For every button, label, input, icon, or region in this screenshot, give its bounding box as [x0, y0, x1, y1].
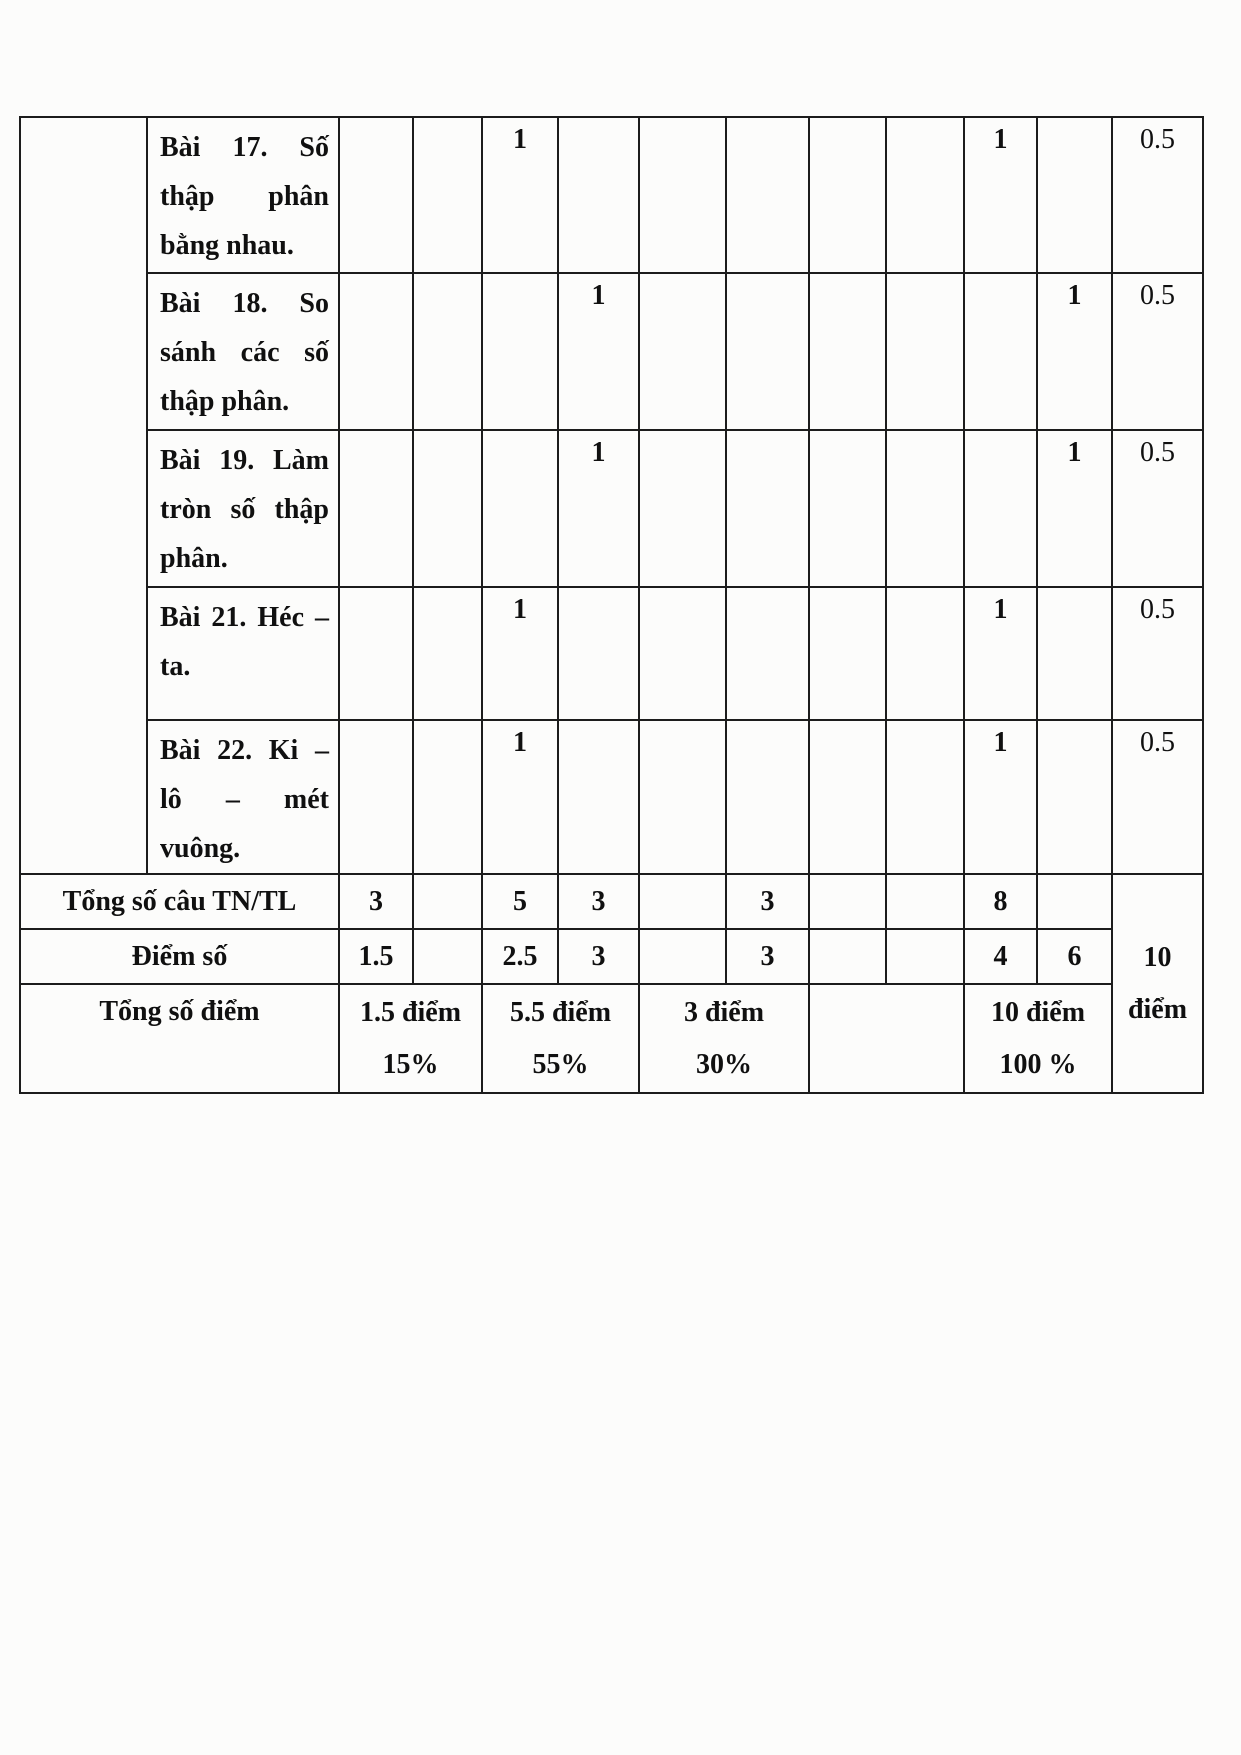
points-cell: 0.5 — [1112, 273, 1203, 430]
points-cell: 0.5 — [1112, 587, 1203, 720]
text-line: Bài 18. So — [160, 288, 329, 319]
count-cell: 1 — [482, 117, 558, 273]
empty-cell — [726, 117, 809, 273]
empty-cell — [886, 720, 964, 874]
empty-cell — [639, 273, 726, 430]
text-line: 10 — [1143, 941, 1172, 973]
empty-cell — [339, 720, 413, 874]
text-line: 15% — [382, 1048, 439, 1080]
empty-cell — [413, 273, 482, 430]
test-matrix-table — [19, 116, 1204, 1094]
text-line: Bài 17. Số — [160, 132, 329, 163]
score-cell: 2.5 — [482, 929, 558, 984]
empty-cell — [726, 720, 809, 874]
empty-cell — [1037, 587, 1112, 720]
empty-cell — [886, 117, 964, 273]
topic-cell — [20, 117, 147, 874]
empty-cell — [809, 587, 886, 720]
empty-cell — [558, 587, 639, 720]
text-line: vuông. — [160, 833, 241, 864]
empty-cell — [413, 117, 482, 273]
empty-cell — [339, 430, 413, 587]
points-percent-cell — [964, 984, 1112, 1093]
row-bai-21 — [20, 587, 1203, 720]
summary-label-tong-so-cau: Tổng số câu TN/TL — [20, 874, 339, 929]
score-cell: 1.5 — [339, 929, 413, 984]
empty-cell — [964, 430, 1037, 587]
text-line: sánh các số — [160, 337, 329, 368]
empty-cell — [413, 874, 482, 929]
empty-cell — [809, 929, 886, 984]
score-cell: 3 — [726, 929, 809, 984]
text-line: Bài 22. Ki – — [160, 735, 329, 766]
count-cell: 1 — [558, 273, 639, 430]
text-line: 1.5 điểm — [359, 996, 462, 1028]
empty-cell — [558, 720, 639, 874]
lesson-title-bai-17 — [147, 117, 339, 273]
text-line: phân. — [160, 543, 228, 574]
count-cell: 1 — [964, 587, 1037, 720]
empty-cell — [809, 874, 886, 929]
empty-cell — [726, 273, 809, 430]
empty-cell — [639, 117, 726, 273]
text-line: 30% — [696, 1048, 752, 1080]
empty-cell — [482, 273, 558, 430]
empty-cell — [639, 874, 726, 929]
text-line: bằng nhau. — [160, 230, 294, 261]
text-line: thập phân — [160, 181, 329, 212]
score-cell: 4 — [964, 929, 1037, 984]
empty-cell — [413, 430, 482, 587]
empty-cell — [339, 117, 413, 273]
empty-cell — [639, 720, 726, 874]
score-cell: 3 — [558, 929, 639, 984]
summary-label-tong-so-diem: Tổng số điểm — [20, 984, 339, 1093]
empty-cell — [639, 430, 726, 587]
lesson-title-bai-22 — [147, 720, 339, 874]
text-line: thập phân. — [160, 386, 290, 417]
lesson-title-bai-19 — [147, 430, 339, 587]
total-count-cell: 3 — [558, 874, 639, 929]
text-line: lô – mét — [160, 784, 329, 815]
total-count-cell: 3 — [339, 874, 413, 929]
score-cell: 6 — [1037, 929, 1112, 984]
empty-cell — [886, 874, 964, 929]
empty-cell — [809, 273, 886, 430]
points-percent-cell — [639, 984, 809, 1093]
empty-cell — [809, 117, 886, 273]
empty-cell — [558, 117, 639, 273]
text-line: 3 điểm — [683, 996, 765, 1028]
empty-cell — [339, 587, 413, 720]
empty-cell — [413, 587, 482, 720]
empty-cell — [1037, 874, 1112, 929]
empty-cell — [1037, 720, 1112, 874]
row-diem-so — [20, 929, 1203, 984]
points-percent-cell — [482, 984, 639, 1093]
empty-cell — [482, 430, 558, 587]
text-line: 100 % — [999, 1048, 1077, 1080]
empty-cell — [964, 273, 1037, 430]
count-cell: 1 — [558, 430, 639, 587]
lesson-title-bai-21 — [147, 587, 339, 720]
empty-cell — [413, 929, 482, 984]
text-line: 55% — [532, 1048, 589, 1080]
total-count-cell: 5 — [482, 874, 558, 929]
row-bai-19 — [20, 430, 1203, 587]
empty-cell — [1037, 117, 1112, 273]
count-cell: 1 — [964, 117, 1037, 273]
empty-cell — [809, 984, 964, 1093]
empty-cell — [809, 430, 886, 587]
row-tong-so-cau — [20, 874, 1203, 929]
count-cell: 1 — [1037, 430, 1112, 587]
empty-cell — [886, 273, 964, 430]
points-cell: 0.5 — [1112, 430, 1203, 587]
empty-cell — [886, 430, 964, 587]
row-bai-17 — [20, 117, 1203, 273]
row-bai-22 — [20, 720, 1203, 874]
text-line: tròn số thập — [160, 494, 329, 525]
empty-cell — [413, 720, 482, 874]
count-cell: 1 — [964, 720, 1037, 874]
empty-cell — [726, 430, 809, 587]
total-count-cell: 8 — [964, 874, 1037, 929]
row-tong-so-diem — [20, 984, 1203, 1093]
text-line: điểm — [1127, 993, 1188, 1025]
text-line: ta. — [160, 651, 191, 682]
empty-cell — [886, 929, 964, 984]
empty-cell — [809, 720, 886, 874]
lesson-title-bai-18 — [147, 273, 339, 430]
count-cell: 1 — [482, 587, 558, 720]
points-cell: 0.5 — [1112, 117, 1203, 273]
empty-cell — [639, 587, 726, 720]
points-percent-cell — [339, 984, 482, 1093]
text-line: 5.5 điểm — [509, 996, 612, 1028]
text-line: 10 điểm — [990, 996, 1086, 1028]
points-cell: 0.5 — [1112, 720, 1203, 874]
empty-cell — [726, 587, 809, 720]
summary-label-diem-so: Điểm số — [20, 929, 339, 984]
count-cell: 1 — [1037, 273, 1112, 430]
empty-cell — [886, 587, 964, 720]
grand-total-points-cell — [1112, 874, 1203, 1093]
empty-cell — [339, 273, 413, 430]
count-cell: 1 — [482, 720, 558, 874]
empty-cell — [639, 929, 726, 984]
text-line: Bài 19. Làm — [160, 445, 329, 476]
total-count-cell: 3 — [726, 874, 809, 929]
row-bai-18 — [20, 273, 1203, 430]
text-line: Bài 21. Héc – — [160, 602, 329, 633]
